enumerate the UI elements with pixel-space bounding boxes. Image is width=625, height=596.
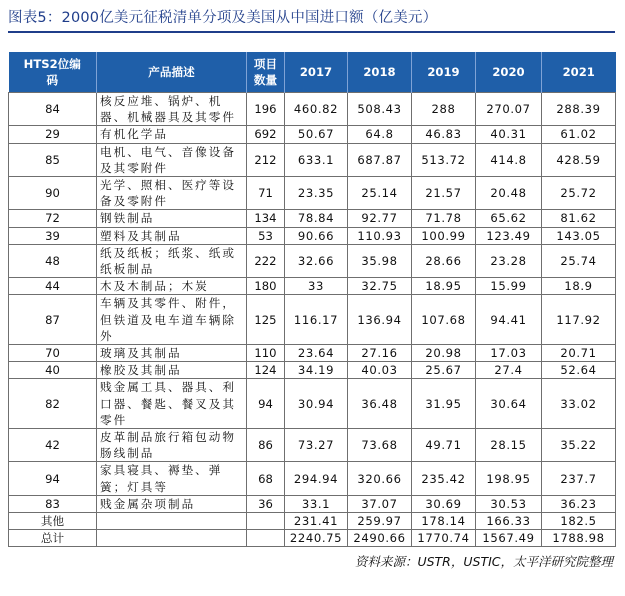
cell-item-count: 692	[247, 126, 285, 143]
cell-item-count	[247, 513, 285, 530]
header-item-count: 项目数量	[247, 52, 285, 93]
cell-2019: 46.83	[412, 126, 476, 143]
source-note: 资料来源：USTR，USTIC，太平洋研究院整理	[354, 554, 613, 569]
cell-2021: 35.22	[542, 429, 616, 462]
title-divider	[8, 31, 615, 33]
table-row	[9, 513, 616, 530]
cell-2021: 18.9	[542, 278, 616, 295]
cell-hts-code: 83	[9, 495, 97, 512]
cell-2020: 27.4	[476, 362, 542, 379]
cell-hts-code: 85	[9, 143, 97, 176]
cell-2018: 37.07	[348, 495, 412, 512]
cell-hts-code: 48	[9, 244, 97, 277]
cell-description: 玻璃及其制品	[97, 345, 247, 362]
cell-item-count: 86	[247, 429, 285, 462]
cell-description: 纸及纸板；纸浆、纸或纸板制品	[97, 244, 247, 277]
cell-2017: 2240.75	[285, 530, 348, 547]
cell-2018: 73.68	[348, 429, 412, 462]
cell-item-count	[247, 530, 285, 547]
cell-2021: 182.5	[542, 513, 616, 530]
table-row	[9, 379, 616, 429]
cell-item-count: 94	[247, 379, 285, 429]
cell-2017: 23.35	[285, 177, 348, 210]
cell-hts-code: 72	[9, 210, 97, 227]
cell-2021: 52.64	[542, 362, 616, 379]
cell-item-count: 71	[247, 177, 285, 210]
cell-description: 贱金属杂项制品	[97, 495, 247, 512]
cell-item-count: 180	[247, 278, 285, 295]
cell-2017: 73.27	[285, 429, 348, 462]
cell-hts-code: 其他	[9, 513, 97, 530]
cell-hts-code: 82	[9, 379, 97, 429]
cell-item-count: 124	[247, 362, 285, 379]
table-row	[9, 495, 616, 512]
cell-2018: 92.77	[348, 210, 412, 227]
header-2017: 2017	[285, 52, 348, 93]
cell-2021: 117.92	[542, 295, 616, 345]
cell-2020: 30.64	[476, 379, 542, 429]
table-row	[9, 278, 616, 295]
table-row	[9, 227, 616, 244]
table-row	[9, 429, 616, 462]
header-2018: 2018	[348, 52, 412, 93]
table-body	[9, 93, 616, 547]
cell-description: 木及木制品；木炭	[97, 278, 247, 295]
cell-2021: 61.02	[542, 126, 616, 143]
cell-2021: 33.02	[542, 379, 616, 429]
cell-hts-code: 70	[9, 345, 97, 362]
cell-2019: 30.69	[412, 495, 476, 512]
cell-description: 电机、电气、音像设备及其零附件	[97, 143, 247, 176]
cell-2020: 94.41	[476, 295, 542, 345]
figure-title: 图表5：2000亿美元征税清单分项及美国从中国进口额（亿美元）	[8, 10, 438, 26]
cell-item-count: 36	[247, 495, 285, 512]
cell-item-count: 212	[247, 143, 285, 176]
cell-2017: 78.84	[285, 210, 348, 227]
cell-2018: 2490.66	[348, 530, 412, 547]
cell-2017: 34.19	[285, 362, 348, 379]
cell-2019: 20.98	[412, 345, 476, 362]
cell-2020: 15.99	[476, 278, 542, 295]
cell-2017: 50.67	[285, 126, 348, 143]
cell-item-count: 134	[247, 210, 285, 227]
cell-2018: 32.75	[348, 278, 412, 295]
cell-2019: 1770.74	[412, 530, 476, 547]
cell-2021: 237.7	[542, 462, 616, 495]
cell-description: 家具寝具、褥垫、弹簧；灯具等	[97, 462, 247, 495]
header-description: 产品描述	[97, 52, 247, 93]
cell-hts-code: 87	[9, 295, 97, 345]
cell-description: 贱金属工具、器具、利口器、餐匙、餐叉及其零件	[97, 379, 247, 429]
cell-hts-code: 39	[9, 227, 97, 244]
cell-hts-code: 90	[9, 177, 97, 210]
cell-hts-code: 94	[9, 462, 97, 495]
cell-item-count: 110	[247, 345, 285, 362]
cell-2020: 198.95	[476, 462, 542, 495]
cell-2018: 259.97	[348, 513, 412, 530]
cell-2018: 64.8	[348, 126, 412, 143]
cell-2019: 18.95	[412, 278, 476, 295]
cell-2018: 110.93	[348, 227, 412, 244]
cell-2019: 107.68	[412, 295, 476, 345]
cell-2018: 136.94	[348, 295, 412, 345]
table-row	[9, 362, 616, 379]
cell-2017: 231.41	[285, 513, 348, 530]
cell-2021: 428.59	[542, 143, 616, 176]
table-row	[9, 210, 616, 227]
cell-2019: 21.57	[412, 177, 476, 210]
cell-2018: 27.16	[348, 345, 412, 362]
cell-item-count: 53	[247, 227, 285, 244]
cell-2021: 143.05	[542, 227, 616, 244]
cell-2019: 31.95	[412, 379, 476, 429]
cell-2021: 25.74	[542, 244, 616, 277]
cell-2018: 25.14	[348, 177, 412, 210]
cell-2019: 178.14	[412, 513, 476, 530]
cell-2020: 166.33	[476, 513, 542, 530]
cell-2018: 40.03	[348, 362, 412, 379]
cell-hts-code: 29	[9, 126, 97, 143]
cell-hts-code: 总计	[9, 530, 97, 547]
cell-2018: 508.43	[348, 93, 412, 126]
cell-2020: 270.07	[476, 93, 542, 126]
table-row	[9, 244, 616, 277]
cell-description: 塑料及其制品	[97, 227, 247, 244]
cell-2019: 513.72	[412, 143, 476, 176]
cell-item-count: 196	[247, 93, 285, 126]
cell-2017: 32.66	[285, 244, 348, 277]
cell-item-count: 68	[247, 462, 285, 495]
cell-2019: 100.99	[412, 227, 476, 244]
cell-2019: 71.78	[412, 210, 476, 227]
cell-2018: 35.98	[348, 244, 412, 277]
cell-2020: 414.8	[476, 143, 542, 176]
cell-2020: 30.53	[476, 495, 542, 512]
cell-2017: 633.1	[285, 143, 348, 176]
cell-2017: 23.64	[285, 345, 348, 362]
cell-2019: 28.66	[412, 244, 476, 277]
table-row	[9, 177, 616, 210]
cell-2021: 1788.98	[542, 530, 616, 547]
cell-2019: 49.71	[412, 429, 476, 462]
cell-2020: 40.31	[476, 126, 542, 143]
header-2021: 2021	[542, 52, 616, 93]
cell-description: 光学、照相、医疗等设备及零附件	[97, 177, 247, 210]
cell-item-count: 222	[247, 244, 285, 277]
cell-2018: 320.66	[348, 462, 412, 495]
cell-2017: 33.1	[285, 495, 348, 512]
table-row	[9, 143, 616, 176]
cell-2021: 288.39	[542, 93, 616, 126]
cell-2017: 460.82	[285, 93, 348, 126]
table-header-row	[9, 52, 616, 93]
cell-description: 橡胶及其制品	[97, 362, 247, 379]
cell-2020: 17.03	[476, 345, 542, 362]
cell-2020: 65.62	[476, 210, 542, 227]
header-2019: 2019	[412, 52, 476, 93]
cell-2017: 116.17	[285, 295, 348, 345]
cell-item-count: 125	[247, 295, 285, 345]
cell-2020: 123.49	[476, 227, 542, 244]
table-row	[9, 462, 616, 495]
cell-2021: 36.23	[542, 495, 616, 512]
cell-hts-code: 40	[9, 362, 97, 379]
cell-description	[97, 513, 247, 530]
cell-2017: 294.94	[285, 462, 348, 495]
table-row	[9, 345, 616, 362]
cell-2019: 235.42	[412, 462, 476, 495]
cell-description: 有机化学品	[97, 126, 247, 143]
cell-hts-code: 42	[9, 429, 97, 462]
cell-2020: 23.28	[476, 244, 542, 277]
cell-2017: 90.66	[285, 227, 348, 244]
cell-description: 皮革制品旅行箱包动物肠线制品	[97, 429, 247, 462]
table-row	[9, 93, 616, 126]
cell-2018: 36.48	[348, 379, 412, 429]
cell-2017: 30.94	[285, 379, 348, 429]
cell-2019: 25.67	[412, 362, 476, 379]
cell-description: 车辆及其零件、附件，但铁道及电车道车辆除外	[97, 295, 247, 345]
cell-2021: 25.72	[542, 177, 616, 210]
cell-2018: 687.87	[348, 143, 412, 176]
cell-description: 核反应堆、锅炉、机器、机械器具及其零件	[97, 93, 247, 126]
cell-description	[97, 530, 247, 547]
table-row	[9, 295, 616, 345]
cell-2020: 20.48	[476, 177, 542, 210]
import-table	[8, 52, 616, 547]
cell-hts-code: 84	[9, 93, 97, 126]
cell-hts-code: 44	[9, 278, 97, 295]
cell-2017: 33	[285, 278, 348, 295]
header-2020: 2020	[476, 52, 542, 93]
header-hts-code: HTS2位编码	[9, 52, 97, 93]
cell-2020: 1567.49	[476, 530, 542, 547]
cell-2021: 81.62	[542, 210, 616, 227]
table-row	[9, 530, 616, 547]
cell-2019: 288	[412, 93, 476, 126]
cell-description: 钢铁制品	[97, 210, 247, 227]
table-row	[9, 126, 616, 143]
cell-2021: 20.71	[542, 345, 616, 362]
cell-2020: 28.15	[476, 429, 542, 462]
